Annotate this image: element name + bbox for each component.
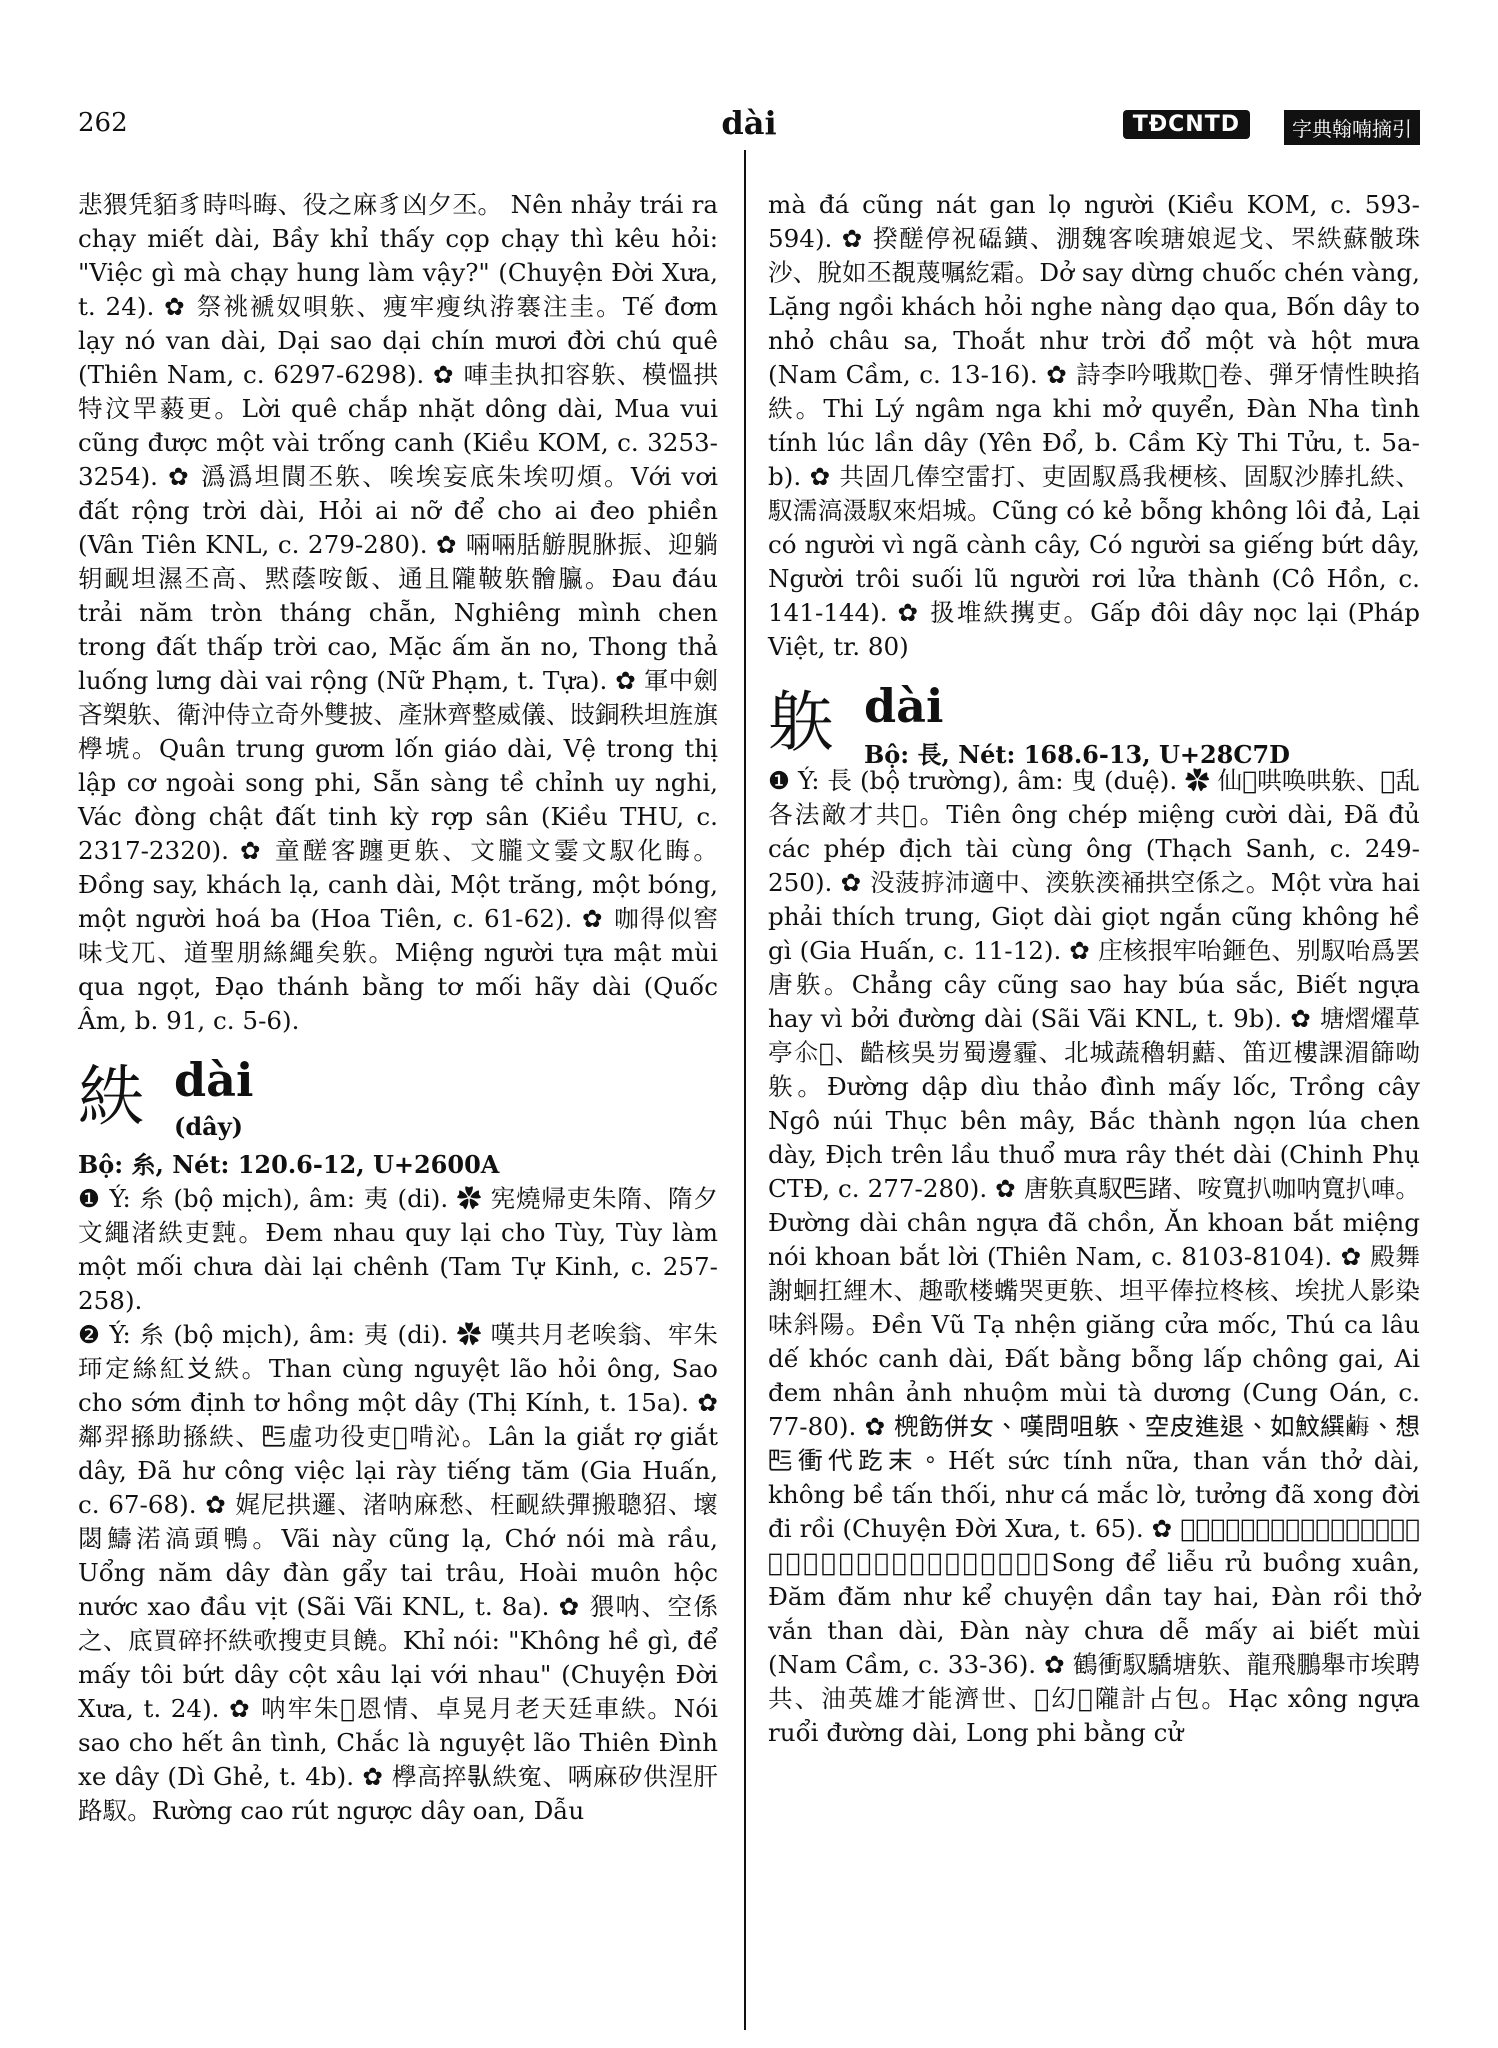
entry-header bbox=[768, 678, 1420, 769]
right-column bbox=[768, 188, 1420, 1750]
publisher-logo: TĐCNTD bbox=[1123, 110, 1250, 139]
left-column bbox=[78, 188, 718, 1828]
publisher-logo-han: 字典翰喃摘引 bbox=[1284, 110, 1420, 145]
page-header bbox=[78, 100, 1420, 150]
sense-1: ❶ Ý: 糸 (bộ mịch), âm: 夷 (di). ✿ 宪燒帰吏朱隋、隋夕文繩渚紩吏霕。Đem nhau quy lại cho Tùy, Tùy làm một mối chưa dài lại chênh (Tam Tự Kinh, c. 257-258). bbox=[78, 1184, 718, 1315]
entry-continuation: mà đá cũng nát gan lọ người (Kiều KOM, c. 593-594). ✿ 揆醝停祝𥗐鐄、淜魏客唉瑭娘迡戈、罘紩蘇骳珠沙、脫如丕覩蔑嘱紇霜。Dở say dừng chuốc chén vàng, Lặng ngồi khách hỏi nghe nàng dạo qua, Bốn dây to nhỏ châu sa, Thoắt như trời đổ một và hột mưa (Nam Cầm, c. 13-16). ✿ 詩李吟哦欺𢬣卷、弾牙情性眏掐紩。Thi Lý ngâm nga khi mở quyển, Đàn Nha tình tính lúc lần dây (Yên Đổ, b. Cầm Kỳ Thi Tửu, t. 5a-b). ✿ 共固几俸空雷打、吏固馭爲我梗核、固馭沙䏾扎紩、馭濡滈滠馭來焒城。Cũng có kẻ bỗng không lôi đả, Lại có người vì ngã cành cây, Có người sa giếng bứt dây, Người trôi suối lũ người rơi lửa thành (Cô Hồn, c. 141-144). ✿ 扱堆紩㩗吏。Gấp đôi dây nọc lại (Pháp Việt, tr. 80) bbox=[768, 190, 1420, 661]
sense-2: ❷ Ý: 糸 (bộ mịch), âm: 夷 (di). ✿ 嘆共月老唉翁、牢朱㺰定絲紅𠬠紩。Than cùng nguyệt lão hỏi ông, Sao cho sớm định tơ hồng một dây (Thị Kính, t. 15a). ✿ 鄰羿搎助搎紩、𠀧虛功役吏𡏦啃沁。Lân la giắt rợ giắt dây, Đã hư công việc lại rày tiếng tăm (Gia Huấn, c. 67-68). ✿ 娓尼拱邏、渚呐麻愁、枉䩄紩彈搬聰㹦、壞閟䲖渃滈頭鴨。Vãi này cũng lạ, Chớ nói mà rầu, Uổng năm dây đàn gẩy tai trâu, Hoài muôn hộc nước xao đầu vịt (Sãi Vãi KNL, t. 8a). ✿ 猥呐、空係之、底買碎抔紩㰤搜吏貝饒。Khỉ nói: "Không hề gì, để mấy tôi bứt dây cột xâu lại với nhau" (Chuyện Đời Xưa, t. 24). ✿ 呐牢朱𩆐恩情、卓晃月老天廷車紩。Nói sao cho hết ân tình, Chắc là nguyệt lão Thiên Đình xe dây (Dì Ghẻ, t. 4b). ✿ 㰒高捽𠊛紩寃、唡麻矽供涅肝路馭。Rường cao rút ngược dây oan, Dẫu bbox=[78, 1320, 718, 1825]
page-number: 262 bbox=[78, 108, 128, 138]
entry-headword: dài bbox=[864, 679, 944, 733]
running-title: dài bbox=[721, 104, 777, 142]
column-divider bbox=[744, 150, 746, 2030]
entry-info: Bộ: 糸, Nét: 120.6-12, U+2600A bbox=[78, 1150, 500, 1179]
entry-info: Bộ: 長, Nét: 168.6-13, U+28C7D bbox=[864, 740, 1290, 769]
entry-character: 紩 bbox=[78, 1058, 144, 1135]
sense-1: ❶ Ý: 長 (bộ trường), âm: 曳 (duệ). ✿ 仙𤤰哄唤哄䠶、𠀧乱各法敵才共𤤰。Tiên ông chép miệng cười dài, Đã đủ các phép địch tài cùng ông (Thạch Sanh, c. 249-250). ✿ 没菠𢭸沛適中、湙䠶湙𧚔拱空係之。Một vừa hai phải thích trung, Giọt dài giọt ngắn cũng không hề gì (Gia Huấn, c. 11-12). ✿ 庄核拫牢咍鉔色、别馭咍爲罢唐䠶。Chẳng cây cũng sao hay búa sắc, Biết ngựa hay vì bởi đường dài (Sãi Vãi KNL, t. 9b). ✿ 塘熠燿草亭𠇍𡓇、䶜核吳岃蜀邊霾、北城蔬穭䢁䕸、笛䢋樓課湄篩呦䠶。Đường dập dìu thảo đình mấy lốc, Trồng cây Ngô núi Thục bên mây, Bắc thành ngọn lúa chen dày, Địch trên lầu thuổ mưa rây thét dài (Chinh Phụ CTĐ, c. 277-280). ✿ 唐䠶真馭𠀧踷、咹寬扒咖呐寬扒唓。Đường dài chân ngựa đã chồn, Ăn khoan bắt miệng nói khoan bắt lời (Thiên Nam, c. 8103-8104). ✿ 殿舞謝蛔扛䋥木、趣歌楼蟕哭更䠶、坦平俸拉柊核、埃扰人影染味斜陽。Đền Vũ Tạ nhện giăng cửa mốc, Thú ca lâu dế khóc canh dài, Đất bằng bỗng lấp chông gai, Ai đem nhân ảnh nhuộm mùi tà dương (Cung Oán, c. 77-80). ✿ 𣘛飭併女、嘆問咀䠶、空皮進退、如魰繏𪉥、想𠀧衝代趷末。Hết sức tính nữa, than vắn thở dài, không bề tấn thối, như cá mắc lờ, tưởng đã xong đời đi rồi (Chuyện Đời Xưa, t. 65). ✿ 𡢐綈柳㩗房春、吮吮如計傳寅𢬣𢭸、彈耒咀𩝫嘆䠶、彈尼諸易𠇍埃别味。Song để liễu rủ buồng xuân, Đăm đăm như kể chuyện dần tay hai, Đàn rồi thở vắn than dài, Đàn này chưa dễ mấy ai biết mùi (Nam Cầm, c. 33-36). ✿ 鶴衝馭驕塘䠶、龍飛鵬舉市埃聘共、油英雄才能濟世、𠻀幻𡐙隴計占包。Hạc xông ngựa ruổi đường dài, Long phi bằng cử bbox=[768, 766, 1420, 1747]
entry-character: 䠶 bbox=[768, 684, 834, 761]
entry-header bbox=[78, 1052, 718, 1148]
entry-headword: dài bbox=[174, 1053, 254, 1107]
entry-variant: (dây) bbox=[174, 1112, 243, 1141]
entry-continuation: 悲猥凭貊豸時呌晦、役之麻豸凶夕丕。 Nên nhảy trái ra chạy miết dài, Bầy khỉ thấy cọp chạy thì kêu hỏi: "Việc gì mà chạy hung làm vậy?" (Chuyện Đời Xưa, t. 24). ✿ 祭祧褫奴唄䠶、痩牢瘦纨㳺褰注圭。Tế đơm lạy nó van dài, Dại sao dại chín mươi đời chú quê (Thiên Nam, c. 6297-6298). ✿ 唓圭执扣容䠶、模慍拱特汶䍐藙更。Lời quê chắp nhặt dông dài, Mua vui cũng được một vài trống canh (Kiều KOM, c. 3253-3254). ✿ 潙潙坦䦘丕䠶、唉埃妄底朱埃叨煩。Với vơi đất rộng trời dài, Hỏi ai nỡ để cho ai đeo phiền (Vân Tiên KNL, c. 279-280). ✿ 啢啢䏦䑻䏹䏫振、迎躺䢁䩄坦濕丕高、黙蔭咹飯、通且隴鞁䠶䯤䑉。Đau đáu trải năm tròn tháng chẵn, Nghiêng mình chen trong đất thấp trời cao, Mặc ấm ăn no, Thong thả luống lưng dài vai rộng (Nữ Phạm, t. Tựa). ✿ 軍中劍吝槊䠶、衛沖侍立奇外雙披、產牀齊整威儀、㩺銅秩坦旌旗㰒㙈。Quân trung gươm lốn giáo dài, Vệ trong thị lập cơ ngoài song phi, Sẵn sàng tề chỉnh uy nghi, Vác đòng chật đất tinh kỳ rợp sân (Kiều THU, c. 2317-2320). ✿ 童醝客躔更䠶、文朧文霎文馭化䀲。Đồng say, khách lạ, canh dài, Một trăng, một bóng, một người hoá ba (Hoa Tiên, c. 61-62). ✿ 咖得似窖味戈兀、道聖朋絲繩矣䠶。Miệng người tựa mật mùi qua ngọt, Đạo thánh bằng tơ mối hãy dài (Quốc Âm, b. 91, c. 5-6). bbox=[78, 190, 718, 1035]
